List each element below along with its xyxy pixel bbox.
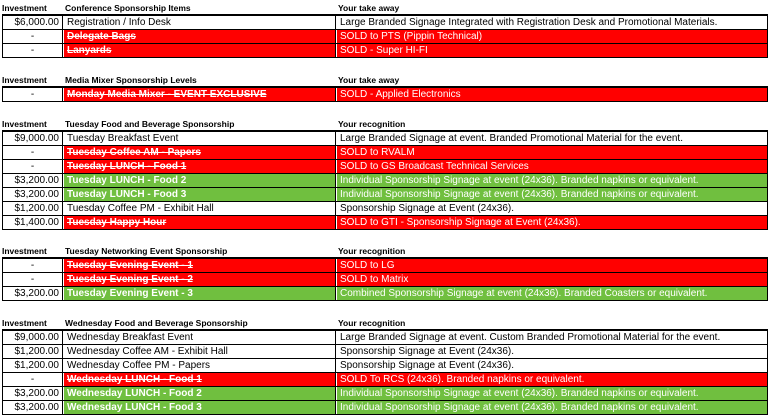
takeaway-cell: SOLD to PTS (Pippin Technical) bbox=[337, 30, 767, 43]
investment-header: Investment bbox=[2, 3, 47, 13]
takeaway-header: Your take away bbox=[338, 75, 400, 85]
investment-header: Investment bbox=[2, 246, 47, 256]
table-row[interactable] bbox=[2, 188, 768, 202]
item-cell: Tuesday Happy Hour bbox=[64, 216, 336, 229]
takeaway-cell: SOLD To RCS (24x36). Branded napkins or equivalent. bbox=[337, 373, 767, 386]
table-row[interactable] bbox=[2, 330, 768, 345]
item-header: Media Mixer Sponsorship Levels bbox=[65, 75, 197, 85]
table-row[interactable] bbox=[2, 30, 768, 44]
sponsorship-section bbox=[2, 74, 768, 102]
investment-cell: - bbox=[3, 259, 63, 272]
sponsorship-section bbox=[2, 245, 768, 301]
investment-cell: $6,000.00 bbox=[3, 16, 63, 29]
investment-cell: - bbox=[3, 160, 63, 173]
takeaway-cell: SOLD to Matrix bbox=[337, 273, 767, 286]
takeaway-cell: SOLD - Applied Electronics bbox=[337, 88, 767, 101]
investment-cell: $3,200.00 bbox=[3, 287, 63, 300]
table-row[interactable] bbox=[2, 273, 768, 287]
item-cell: Tuesday Breakfast Event bbox=[64, 132, 336, 145]
investment-header: Investment bbox=[2, 75, 47, 85]
takeaway-cell: Individual Sponsorship Signage at event (24x36). Branded napkins or equivalent. bbox=[337, 188, 767, 201]
item-cell: Tuesday Evening Event - 1 bbox=[64, 259, 336, 272]
takeaway-cell: Large Branded Signage Integrated with Registration Desk and Promotional Materials. bbox=[337, 16, 767, 29]
takeaway-cell: Individual Sponsorship Signage at event (24x36). Branded napkins or equivalent. bbox=[337, 174, 767, 187]
item-cell: Tuesday Evening Event - 2 bbox=[64, 273, 336, 286]
takeaway-cell: Sponsorship Signage at Event (24x36). bbox=[337, 345, 767, 358]
sponsorship-section bbox=[2, 2, 768, 58]
item-cell: Lanyards bbox=[64, 44, 336, 57]
takeaway-cell: Large Branded Signage at event. Custom Branded Promotional Material for the event. bbox=[337, 331, 767, 344]
item-cell: Tuesday Coffee AM - Papers bbox=[64, 146, 336, 159]
takeaway-cell: SOLD to GTI - Sponsorship Signage at Event (24x36). bbox=[337, 216, 767, 229]
takeaway-header: Your recognition bbox=[338, 318, 406, 328]
investment-cell: $1,400.00 bbox=[3, 216, 63, 229]
takeaway-cell: Sponsorship Signage at Event (24x36). bbox=[337, 202, 767, 215]
item-cell: Wednesday LUNCH - Food 3 bbox=[64, 401, 336, 414]
table-row[interactable] bbox=[2, 258, 768, 273]
table-row[interactable] bbox=[2, 202, 768, 216]
investment-cell: - bbox=[3, 30, 63, 43]
item-cell: Tuesday LUNCH - Food 1 bbox=[64, 160, 336, 173]
takeaway-header: Your recognition bbox=[338, 246, 406, 256]
table-row[interactable] bbox=[2, 359, 768, 373]
takeaway-cell: Individual Sponsorship Signage at event (24x36). Branded napkins or equivalent. bbox=[337, 387, 767, 400]
item-header: Tuesday Food and Beverage Sponsorship bbox=[65, 119, 235, 129]
section-header-row bbox=[2, 74, 768, 87]
table-row[interactable] bbox=[2, 160, 768, 174]
section-header-row bbox=[2, 245, 768, 258]
table-row[interactable] bbox=[2, 44, 768, 58]
table-row[interactable] bbox=[2, 216, 768, 230]
table-row[interactable] bbox=[2, 401, 768, 415]
investment-cell: - bbox=[3, 88, 63, 101]
table-row[interactable] bbox=[2, 87, 768, 102]
takeaway-cell: SOLD - Super HI-FI bbox=[337, 44, 767, 57]
section-header-row bbox=[2, 118, 768, 131]
item-header: Wednesday Food and Beverage Sponsorship bbox=[65, 318, 248, 328]
investment-cell: - bbox=[3, 146, 63, 159]
investment-cell: $9,000.00 bbox=[3, 132, 63, 145]
item-cell: Wednesday Coffee AM - Exhibit Hall bbox=[64, 345, 336, 358]
table-row[interactable] bbox=[2, 131, 768, 146]
item-cell: Tuesday LUNCH - Food 2 bbox=[64, 174, 336, 187]
takeaway-cell: Combined Sponsorship Signage at event (24x36). Branded Coasters or equivalent. bbox=[337, 287, 767, 300]
item-cell: Tuesday Coffee PM - Exhibit Hall bbox=[64, 202, 336, 215]
investment-cell: - bbox=[3, 373, 63, 386]
investment-cell: $9,000.00 bbox=[3, 331, 63, 344]
item-cell: Tuesday Evening Event - 3 bbox=[64, 287, 336, 300]
takeaway-header: Your recognition bbox=[338, 119, 406, 129]
investment-cell: $3,200.00 bbox=[3, 174, 63, 187]
table-row[interactable] bbox=[2, 373, 768, 387]
item-cell: Tuesday LUNCH - Food 3 bbox=[64, 188, 336, 201]
takeaway-cell: SOLD to GS Broadcast Technical Services bbox=[337, 160, 767, 173]
takeaway-header: Your take away bbox=[338, 3, 400, 13]
table-row[interactable] bbox=[2, 387, 768, 401]
takeaway-cell: Sponsorship Signage at Event (24x36). bbox=[337, 359, 767, 372]
investment-cell: $3,200.00 bbox=[3, 387, 63, 400]
investment-cell: $1,200.00 bbox=[3, 202, 63, 215]
sponsorship-section bbox=[2, 118, 768, 230]
takeaway-cell: Individual Sponsorship Signage at event (24x36). Branded napkins or equivalent. bbox=[337, 401, 767, 414]
takeaway-cell: SOLD to LG bbox=[337, 259, 767, 272]
investment-cell: $3,200.00 bbox=[3, 188, 63, 201]
investment-cell: $3,200.00 bbox=[3, 401, 63, 414]
item-cell: Wednesday LUNCH - Food 1 bbox=[64, 373, 336, 386]
item-cell: Wednesday Coffee PM - Papers bbox=[64, 359, 336, 372]
item-cell: Monday Media Mixer - EVENT EXCLUSIVE bbox=[64, 88, 336, 101]
table-row[interactable] bbox=[2, 174, 768, 188]
investment-cell: $1,200.00 bbox=[3, 359, 63, 372]
item-header: Tuesday Networking Event Sponsorship bbox=[65, 246, 228, 256]
takeaway-cell: Large Branded Signage at event. Branded Promotional Material for the event. bbox=[337, 132, 767, 145]
takeaway-cell: SOLD to RVALM bbox=[337, 146, 767, 159]
item-cell: Wednesday LUNCH - Food 2 bbox=[64, 387, 336, 400]
item-cell: Registration / Info Desk bbox=[64, 16, 336, 29]
investment-header: Investment bbox=[2, 119, 47, 129]
table-row[interactable] bbox=[2, 287, 768, 301]
investment-cell: - bbox=[3, 273, 63, 286]
sponsorship-section bbox=[2, 317, 768, 415]
table-row[interactable] bbox=[2, 345, 768, 359]
item-cell: Delegate Bags bbox=[64, 30, 336, 43]
table-row[interactable] bbox=[2, 146, 768, 160]
item-header: Conference Sponsorship Items bbox=[65, 3, 191, 13]
section-header-row bbox=[2, 2, 768, 15]
investment-header: Investment bbox=[2, 318, 47, 328]
item-cell: Wednesday Breakfast Event bbox=[64, 331, 336, 344]
table-row[interactable] bbox=[2, 15, 768, 30]
section-header-row bbox=[2, 317, 768, 330]
investment-cell: - bbox=[3, 44, 63, 57]
investment-cell: $1,200.00 bbox=[3, 345, 63, 358]
